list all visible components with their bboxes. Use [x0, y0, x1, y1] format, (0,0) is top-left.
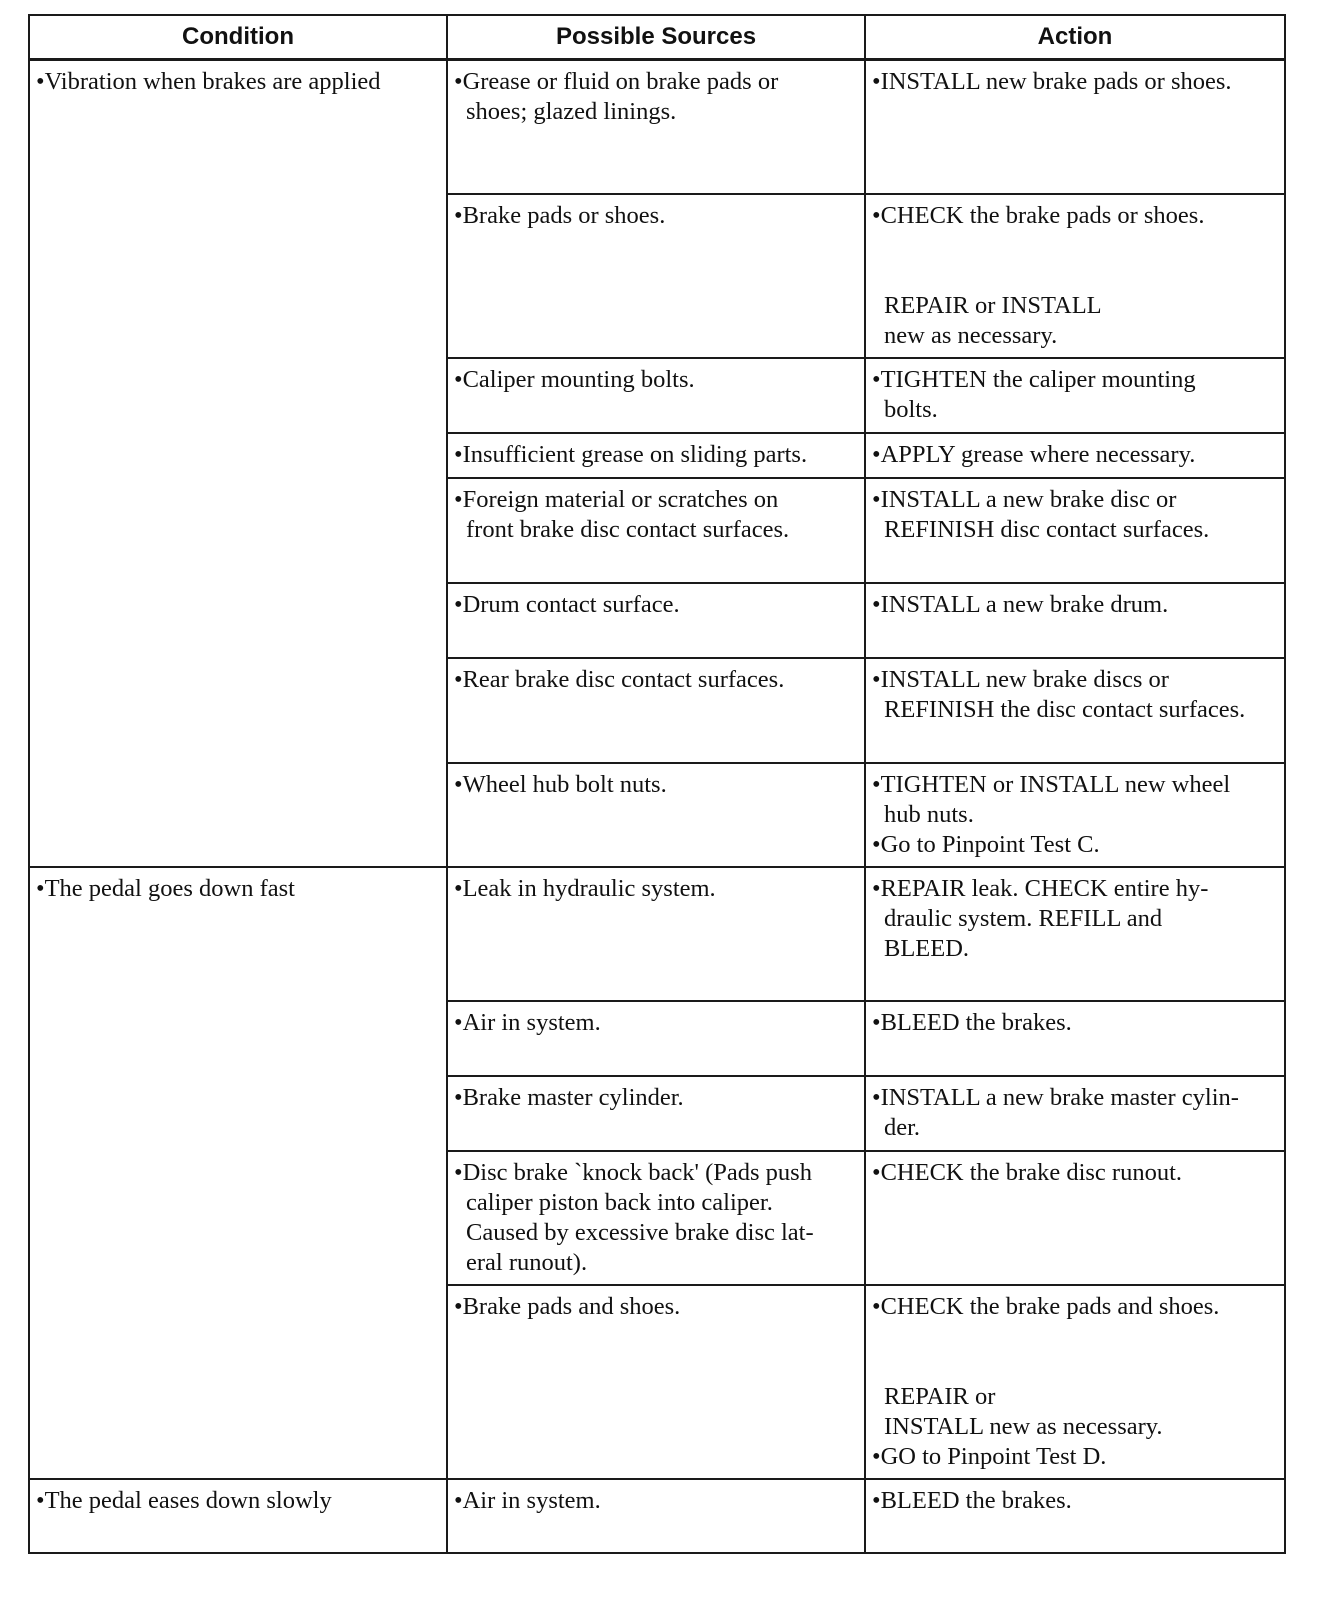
source-text: •Leak in hydraulic system. — [454, 874, 716, 902]
source-cell — [447, 194, 865, 358]
condition-cell — [29, 867, 447, 1479]
source-cell — [447, 658, 865, 763]
source-text: Caused by excessive brake disc lat- — [466, 1218, 814, 1246]
source-text: •Wheel hub bolt nuts. — [454, 770, 667, 798]
source-text: •Rear brake disc contact surfaces. — [454, 665, 785, 693]
action-cell — [865, 358, 1285, 433]
source-text: shoes; glazed linings. — [466, 98, 677, 125]
header-action: Action — [865, 15, 1285, 60]
action-cell — [865, 1151, 1285, 1285]
condition-cell — [29, 1479, 447, 1553]
source-text: eral runout). — [466, 1248, 588, 1276]
action-cell — [865, 583, 1285, 658]
table-row — [29, 867, 1285, 1001]
source-text: •Disc brake `knock back' (Pads push — [454, 1158, 812, 1186]
action-cell — [865, 60, 1285, 194]
action-text: new as necessary. — [884, 321, 1058, 349]
action-text: hub nuts. — [884, 800, 974, 828]
action-text: REPAIR or — [884, 1382, 996, 1410]
action-text: •BLEED the brakes. — [872, 1008, 1072, 1036]
source-cell — [447, 1151, 865, 1285]
header-row — [29, 15, 1285, 60]
condition-cell — [29, 60, 447, 867]
source-cell — [447, 60, 865, 194]
source-text: •Insufficient grease on sliding parts. — [454, 440, 808, 468]
action-cell — [865, 194, 1285, 358]
action-cell — [865, 1479, 1285, 1553]
action-text: •INSTALL a new brake master cylin- — [872, 1083, 1239, 1111]
source-text: •Air in system. — [454, 1486, 601, 1514]
header-condition: Condition — [29, 15, 447, 60]
source-text: •Drum contact surface. — [454, 590, 680, 618]
action-text: draulic system. REFILL and — [884, 904, 1163, 932]
action-text: •INSTALL a new brake drum. — [872, 590, 1169, 618]
source-cell — [447, 867, 865, 1001]
action-cell — [865, 1001, 1285, 1076]
action-text: •CHECK the brake disc runout. — [872, 1158, 1183, 1186]
source-cell — [447, 1479, 865, 1553]
action-cell — [865, 1285, 1285, 1479]
table-row — [29, 1479, 1285, 1553]
action-text: •TIGHTEN or INSTALL new wheel — [872, 770, 1231, 798]
source-text: •Brake pads or shoes. — [454, 201, 666, 229]
action-text: •CHECK the brake pads and shoes. — [872, 1292, 1220, 1320]
source-cell — [447, 1076, 865, 1151]
source-cell — [447, 763, 865, 867]
diagnosis-table — [28, 14, 1286, 1554]
header-possible-sources: Possible Sources — [447, 15, 865, 60]
action-cell — [865, 867, 1285, 1001]
action-text: BLEED. — [884, 934, 970, 962]
condition-text: •Vibration when brakes are applied — [36, 68, 381, 95]
table-row — [29, 60, 1285, 194]
action-text: •INSTALL new brake pads or shoes. — [872, 68, 1232, 95]
source-cell — [447, 478, 865, 583]
source-text: front brake disc contact surfaces. — [466, 515, 790, 543]
source-text: •Air in system. — [454, 1008, 601, 1036]
action-text: •INSTALL new brake discs or — [872, 665, 1169, 693]
source-cell — [447, 433, 865, 478]
condition-text: •The pedal eases down slowly — [36, 1486, 332, 1514]
action-text: der. — [884, 1113, 921, 1141]
source-cell — [447, 583, 865, 658]
action-text: •REPAIR leak. CHECK entire hy- — [872, 874, 1209, 902]
action-text: •BLEED the brakes. — [872, 1486, 1072, 1514]
source-text: •Foreign material or scratches on — [454, 485, 779, 513]
action-cell — [865, 658, 1285, 763]
action-text: bolts. — [884, 395, 938, 423]
source-cell — [447, 358, 865, 433]
source-text: •Grease or fluid on brake pads or — [454, 68, 779, 95]
action-cell — [865, 763, 1285, 867]
source-cell — [447, 1285, 865, 1479]
action-text: •CHECK the brake pads or shoes. — [872, 201, 1205, 229]
action-text: REPAIR or INSTALL — [884, 291, 1102, 319]
spacer — [872, 1322, 1276, 1382]
action-cell — [865, 1076, 1285, 1151]
source-cell — [447, 1001, 865, 1076]
spacer — [872, 231, 1276, 291]
action-text: INSTALL new as necessary. — [884, 1412, 1163, 1440]
action-text: REFINISH disc contact surfaces. — [884, 515, 1210, 543]
condition-text: •The pedal goes down fast — [36, 874, 295, 902]
action-cell — [865, 433, 1285, 478]
action-text: •Go to Pinpoint Test C. — [872, 830, 1100, 858]
source-text: •Brake pads and shoes. — [454, 1292, 681, 1320]
action-text: •GO to Pinpoint Test D. — [872, 1442, 1107, 1470]
action-cell — [865, 478, 1285, 583]
action-text: •INSTALL a new brake disc or — [872, 485, 1177, 513]
source-text: caliper piston back into caliper. — [466, 1188, 773, 1216]
action-text: •TIGHTEN the caliper mounting — [872, 365, 1196, 393]
action-text: REFINISH the disc contact surfaces. — [884, 695, 1246, 723]
source-text: •Caliper mounting bolts. — [454, 365, 695, 393]
action-text: •APPLY grease where necessary. — [872, 440, 1196, 468]
source-text: •Brake master cylinder. — [454, 1083, 684, 1111]
